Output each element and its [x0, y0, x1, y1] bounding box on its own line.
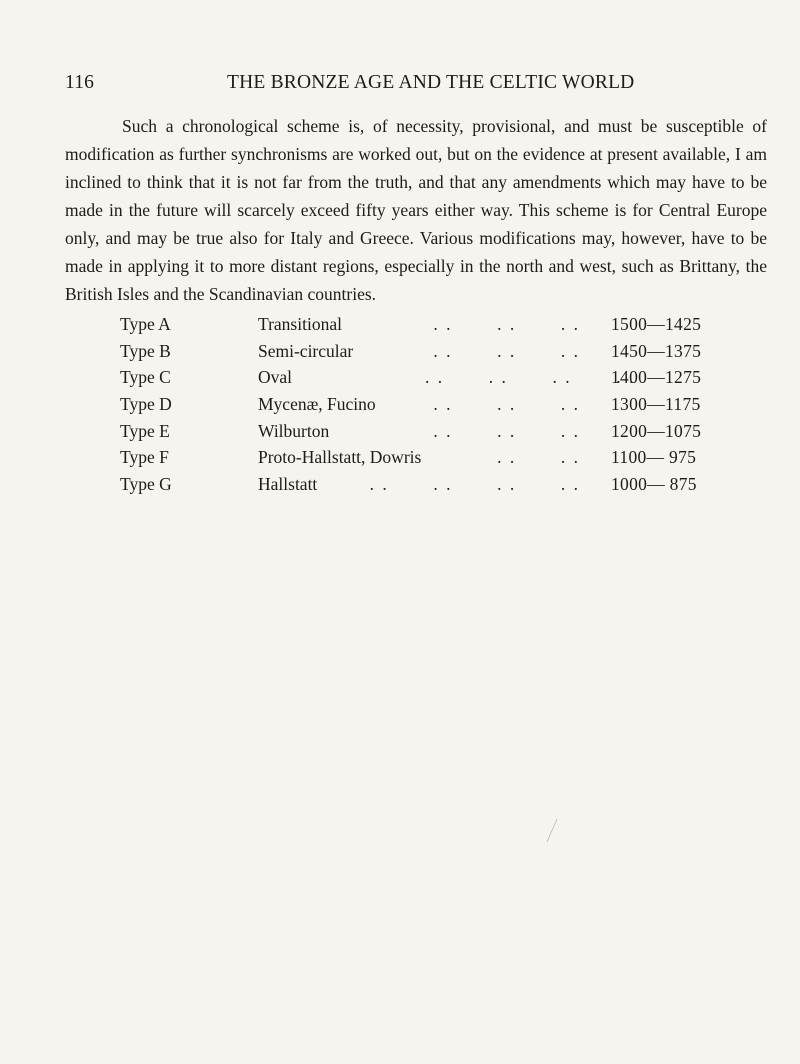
type-chronology-table [0, 314, 800, 501]
date-range: 1300—1175 [611, 394, 701, 415]
type-label: Type F [120, 447, 169, 468]
dot-leader: . . . . . . [433, 314, 580, 334]
running-title: THE BRONZE AGE AND THE CELTIC WORLD [227, 72, 635, 93]
type-label: Type C [120, 367, 171, 388]
type-label: Type G [120, 474, 172, 495]
date-range: 1000— 875 [611, 474, 697, 495]
type-name: Wilburton [258, 420, 330, 441]
table-row [0, 314, 800, 341]
type-name: Hallstatt [258, 474, 318, 495]
table-row [0, 341, 800, 368]
type-label: Type A [120, 314, 171, 334]
table-row [0, 394, 800, 421]
body-paragraph: Such a chronological scheme is, of necessity, provisional, and must be susceptible of modification as further synchronisms are worked out, but on the evidence at present available, I am inclined to think that it is not far from the truth, and that any amendments which may have to be made in the future will scarcely exceed fifty years either way. This scheme is for Central Europe only, and may be true also for Italy and Greece. Various modifications may, however, have to be made in applying it to more distant regions, especially in the north and west, such as Brittany, the British Isles and the Scandinavian countries. [65, 116, 767, 304]
type-name: Semi-circular [258, 340, 354, 361]
dot-leader: . . . . . . [433, 394, 580, 415]
dot-leader: . . . . [497, 447, 580, 468]
date-range: 1100— 975 [611, 447, 697, 468]
running-head [65, 72, 765, 96]
type-name: Proto-Hallstatt, Dowris [258, 447, 422, 468]
date-range: 1200—1075 [611, 420, 702, 441]
date-range: 1450—1375 [611, 340, 702, 361]
type-label: Type E [120, 420, 170, 441]
type-label: Type B [120, 340, 171, 361]
dot-leader: . . . . . . [433, 340, 580, 361]
dot-leader: . . . . . . . . [369, 474, 580, 495]
dot-leader: . . . . . . [433, 420, 580, 441]
table-row [0, 447, 800, 474]
table-row [0, 421, 800, 448]
stray-pencil-mark [545, 818, 559, 844]
table-row [0, 474, 800, 501]
page-number: 116 [65, 72, 95, 93]
type-name: Transitional [258, 314, 342, 334]
type-name: Mycenæ, Fucino [258, 394, 376, 415]
table-row [0, 367, 800, 394]
type-name: Oval [258, 367, 293, 388]
type-label: Type D [120, 394, 172, 415]
dot-leader: . . . . . . . . [425, 367, 636, 388]
date-range: 1500—1425 [611, 314, 702, 334]
date-range: 1400—1275 [611, 367, 702, 388]
